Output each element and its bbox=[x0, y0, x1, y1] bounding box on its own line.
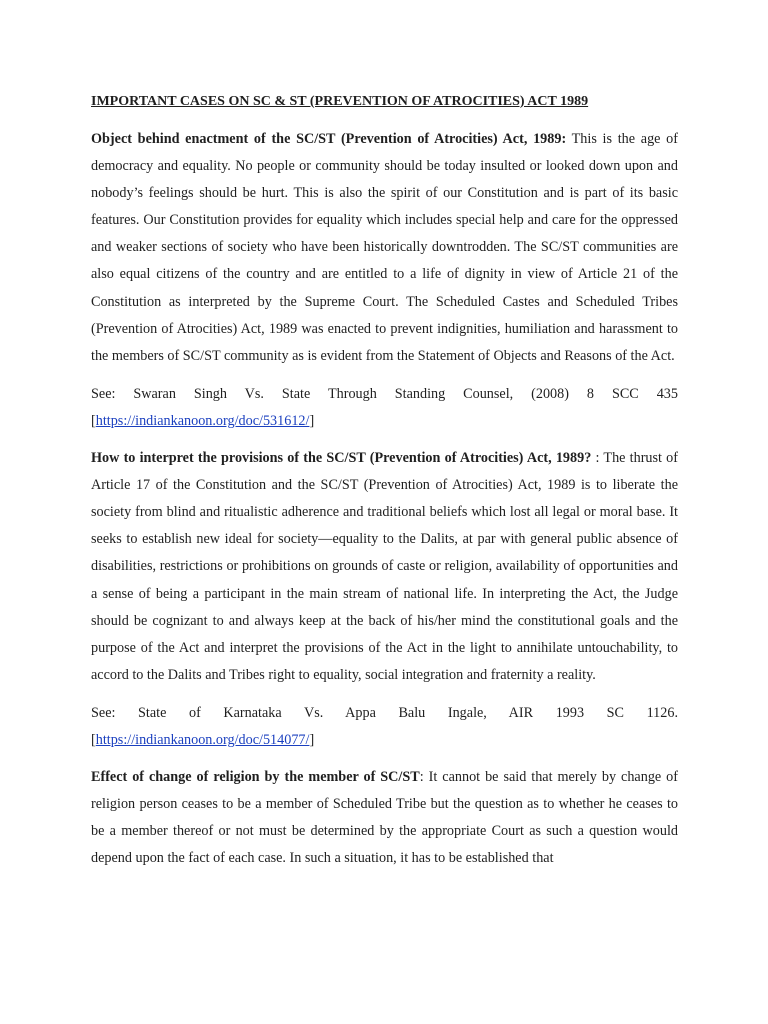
document-title: IMPORTANT CASES ON SC & ST (PREVENTION OF ATROCITIES) ACT 1989 bbox=[91, 94, 589, 109]
section-1-citation bbox=[91, 381, 678, 435]
section-2-body: : The thrust of Article 17 of the Constitution and the SC/ST (Prevention of Atrocities) Act, 1989 is to liberate the society from blind and ritualistic adherence and traditional beliefs which lost all legal or moral base. It seeks to establish new ideal for society—equality to the Dalits, at par with general public absence of disabilities, restrictions or prohibitions on grounds of caste or religion, availability of opportunities and a sense of being a participant in the main stream of national life. In interpreting the Act, the Judge should be cognizant to and always keep at the back of his/her mind the constitutional goals and the purpose of the Act and interpret the provisions of the Act in the light to annihilate untouchability, to accord to the Dalits and Tribes right to equality, social integration and fraternity a reality. bbox=[91, 450, 678, 683]
section-3-paragraph bbox=[91, 764, 678, 872]
section-1-paragraph bbox=[91, 126, 678, 370]
section-1-citation-link[interactable]: https://indiankanoon.org/doc/531612/ bbox=[95, 412, 310, 429]
section-2-paragraph bbox=[91, 445, 678, 689]
section-2-citation-link[interactable]: https://indiankanoon.org/doc/514077/ bbox=[95, 731, 310, 748]
section-2-citation bbox=[91, 700, 678, 754]
section-1-body: This is the age of democracy and equality. No people or community should be today insulted or looked down upon and nobody’s feelings should be hurt. This is also the spirit of our Constitution and is part of its basic features. Our Constitution provides for equality which includes special help and care for the oppressed and weaker sections of society who have been historically downtrodden. The SC/ST communities are also equal citizens of the country and are entitled to a life of dignity in view of Article 21 of the Constitution as interpreted by the Supreme Court. The Scheduled Castes and Scheduled Tribes (Prevention of Atrocities) Act, 1989 was enacted to prevent indignities, humiliation and harassment to the members of SC/ST community as is evident from the Statement of Objects and Reasons of the Act. bbox=[91, 131, 678, 364]
section-3-body: : It cannot be said that merely by change of religion person ceases to be a member of Scheduled Tribe but the question as to whether he ceases to be a member thereof or not must be determined by the appropriate Court as such a question would depend upon the fact of each case. In such a situation, it has to be established that bbox=[91, 769, 678, 867]
section-2-heading: How to interpret the provisions of the SC/ST (Prevention of Atrocities) Act, 1989? bbox=[91, 450, 592, 467]
document-page bbox=[91, 92, 678, 883]
section-1-heading: Object behind enactment of the SC/ST (Prevention of Atrocities) Act, 1989: bbox=[91, 131, 567, 147]
section-2-citation-link-wrapper: [https://indiankanoon.org/doc/514077/] bbox=[91, 731, 315, 748]
section-2-citation-text: See: State of Karnataka Vs. Appa Balu Ingale, AIR 1993 SC 1126. bbox=[91, 704, 678, 721]
section-1-citation-text: See: Swaran Singh Vs. State Through Standing Counsel, (2008) 8 SCC 435 bbox=[91, 385, 678, 402]
section-3-heading: Effect of change of religion by the member of SC/ST bbox=[91, 769, 420, 786]
section-1-citation-link-wrapper: [https://indiankanoon.org/doc/531612/] bbox=[91, 412, 315, 429]
